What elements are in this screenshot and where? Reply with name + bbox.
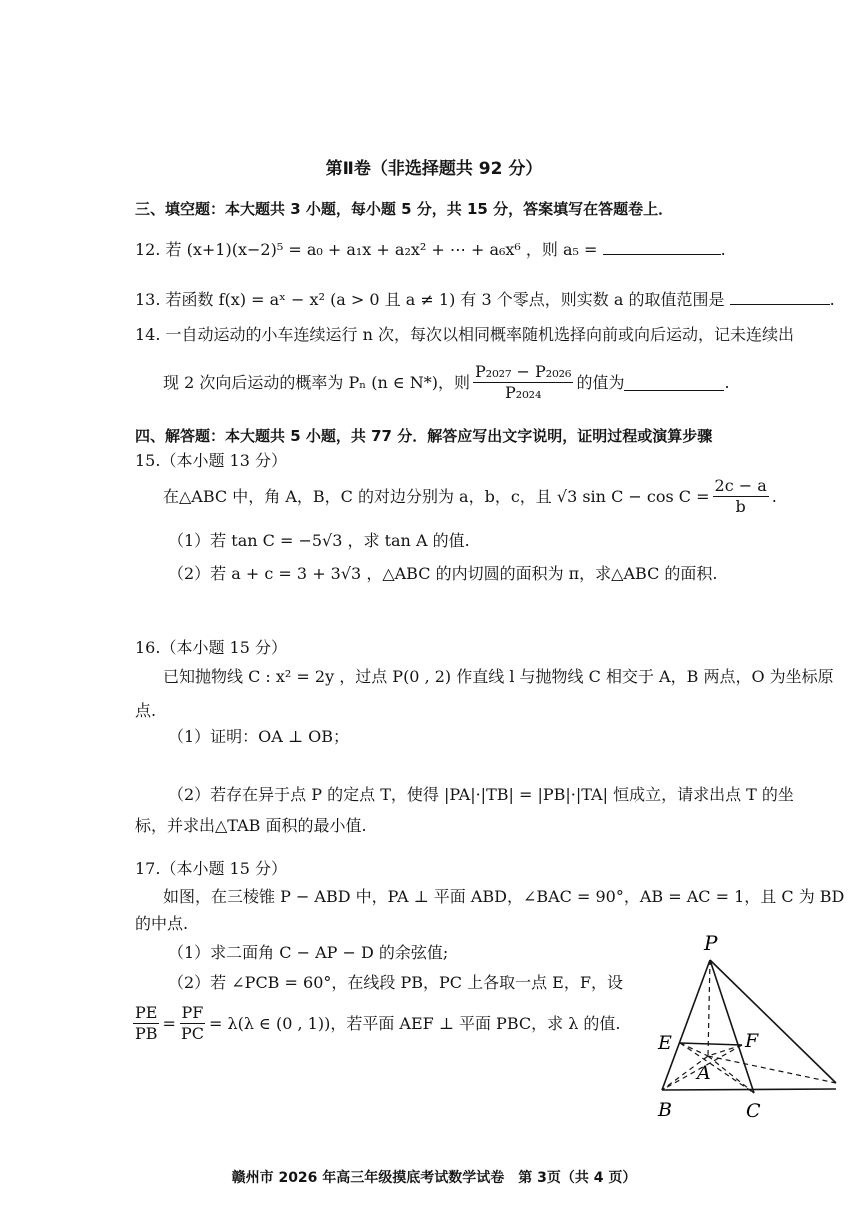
question-14-label: 14. (135, 325, 161, 344)
edge-pc (710, 960, 754, 1093)
question-16-stem-line1: 已知抛物线 C : x² = 2y ，过点 P(0 , 2) 作直线 l 与抛物线 C 相交于 A，B 两点，O 为坐标原 (163, 667, 834, 686)
question-15-fraction (713, 476, 769, 517)
question-13 (135, 288, 835, 311)
label-c: C (746, 1100, 761, 1122)
question-12 (135, 238, 726, 261)
question-13-end: . (829, 290, 835, 309)
edge-pd (710, 960, 836, 1083)
section-title: 第Ⅱ卷（非选择题共 92 分） (325, 159, 543, 179)
question-14-line2 (163, 362, 730, 403)
question-16-stem-line2: 点. (135, 701, 157, 720)
edge-pa (708, 960, 710, 1056)
question-15-part-2: （2）若 a + c = 3 + 3√3 ，△ABC 的内切圆的面积为 π，求△ABC 的面积. (168, 564, 718, 583)
question-14-text-line1: 一自动运动的小车连续运行 n 次，每次以相同概率随机选择向前或向后运动，记未连续出 (165, 325, 795, 344)
question-15-label: 15.（本小题 13 分） (135, 451, 287, 470)
question-14-line1 (135, 324, 794, 346)
question-16-label: 16.（本小题 15 分） (135, 638, 287, 657)
segment-ef (680, 1043, 742, 1045)
fraction-denominator: P₂₀₂₄ (505, 383, 542, 402)
question-17-label: 17.（本小题 15 分） (135, 859, 287, 878)
label-f: F (745, 1030, 759, 1052)
question-13-text: 若函数 f(x) = aˣ − x² (a > 0 且 a ≠ 1) 有 3 个零点，则实数 a 的取值范围是 (165, 290, 725, 309)
question-17-stem-line2: 的中点. (135, 914, 189, 933)
answer-blank-14[interactable] (624, 374, 724, 391)
question-17-part-2-line2 (133, 1003, 621, 1044)
edge-ad (708, 1056, 836, 1083)
segment-ea (680, 1043, 708, 1056)
answer-blank-12[interactable] (603, 238, 721, 255)
question-15-stem-text: 在△ABC 中，角 A，B，C 的对边分别为 a，b，c，且 √3 sin C − cos C = (163, 486, 710, 506)
label-a: A (697, 1062, 711, 1084)
fraction-denominator: b (735, 497, 746, 516)
equals-sign: = (162, 1013, 176, 1033)
label-p: P (704, 931, 718, 955)
fraction-numerator: PF (181, 1003, 204, 1022)
question-17-part-1: （1）求二面角 C − AP − D 的余弦值; (168, 943, 449, 962)
page-footer: 赣州市 2026 年高三年级摸底考试数学试卷 第 3页（共 4 页） (231, 1170, 637, 1186)
question-13-label: 13. (135, 290, 161, 309)
question-14-text-line2-pre: 现 2 次向后运动的概率为 Pₙ (n ∈ N*)，则 (163, 372, 471, 392)
question-16-part-2-line1: （2）若存在异于点 P 的定点 T，使得 |PA|·|TB| = |PB|·|TA| 恒成立，请求出点 T 的坐 (168, 785, 794, 804)
fraction-denominator: PC (180, 1024, 204, 1043)
fraction-pf-pc (179, 1003, 206, 1044)
label-e: E (658, 1032, 672, 1054)
question-16-part-2-line2: 标，并求出△TAB 面积的最小值. (135, 816, 367, 835)
fraction-numerator: 2c − a (714, 476, 767, 495)
fraction-numerator: P₂₀₂₇ − P₂₀₂₆ (475, 362, 572, 381)
answer-blank-13[interactable] (730, 288, 830, 305)
part3-heading: 三、填空题：本大题共 3 小题，每小题 5 分，共 15 分，答案填写在答题卷上． (135, 200, 674, 218)
question-16-part-1: （1）证明：OA ⊥ OB； (168, 727, 349, 746)
fraction-pe-pb (133, 1003, 160, 1044)
fraction-numerator: PE (135, 1003, 158, 1022)
question-14-fraction (473, 362, 573, 403)
question-14-end: . (724, 372, 730, 392)
label-b: B (658, 1099, 672, 1121)
question-17-stem-line1: 如图，在三棱锥 P − ABD 中，PA ⊥ 平面 ABD，∠BAC = 90°，AB = AC = 1，且 C 为 BD (163, 887, 845, 906)
question-17-part-2-text: = λ(λ ∈ (0 , 1))，若平面 AEF ⊥ 平面 PBC，求 λ 的值. (208, 1013, 621, 1033)
question-14-text-line2-post: 的值为 (576, 372, 625, 392)
fraction-denominator: PB (135, 1024, 158, 1043)
question-15-stem-end: . (771, 486, 777, 506)
question-12-label: 12. (135, 240, 161, 259)
question-15-part-1: （1）若 tan C = −5√3 ，求 tan A 的值. (168, 531, 470, 550)
part4-heading: 四、解答题：本大题共 5 小题，共 77 分．解答应写出文字说明，证明过程或演算步骤 (135, 427, 713, 445)
question-12-text: 若 (x+1)(x−2)⁵ = a₀ + a₁x + a₂x² + ⋯ + a₆x⁶ ，则 a₅ = (165, 240, 598, 259)
question-12-end: . (720, 240, 726, 259)
question-15-stem (163, 476, 777, 517)
question-17-part-2-line1: （2）若 ∠PCB = 60°，在线段 PB，PC 上各取一点 E，F，设 (168, 973, 623, 992)
pyramid-figure (650, 928, 850, 1126)
